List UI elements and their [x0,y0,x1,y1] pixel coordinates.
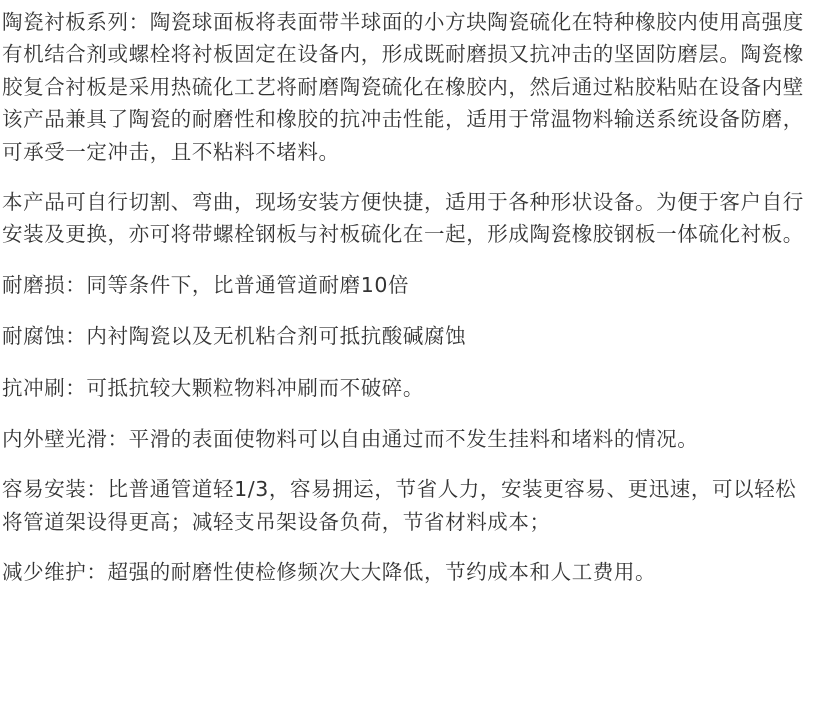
paragraph-easy-installation: 容易安装：比普通管道轻1/3，容易拥运，节省人力，安装更容易、更迅速，可以轻松将管道架设得更高；减轻支吊架设备负荷，节省材料成本； [2,477,797,534]
paragraph-wear-resistance: 耐磨损：同等条件下，比普通管道耐磨10倍 [2,272,410,297]
paragraph-erosion-resistance: 抗冲刷：可抵抗较大颗粒物料冲刷而不破碎。 [2,375,424,400]
paragraph-less-maintenance: 减少维护：超强的耐磨性使检修频次大大降低，节约成本和人工费用。 [2,560,657,585]
paragraph-corrosion-resistance: 耐腐蚀：内衬陶瓷以及无机粘合剂可抵抗酸碱腐蚀 [2,324,467,349]
document-body [2,6,814,607]
paragraph-ceramic-liner-series: 陶瓷衬板系列：陶瓷球面板将表面带半球面的小方块陶瓷硫化在特种橡胶内使用高强度有机结合剂或螺栓将衬板固定在设备内，形成既耐磨损又抗冲击的坚固防磨层。陶瓷橡胶复合衬板是采用热硫化工艺将耐磨陶瓷硫化在橡胶内，然后通过粘胶粘贴在设备内壁该产品兼具了陶瓷的耐磨性和橡胶的抗冲击性能，适用于常温物料输送系统设备防磨，可承受一定冲击，且不粘料不堵料。 [2,10,804,164]
paragraph-smooth-walls: 内外壁光滑：平滑的表面使物料可以自由通过而不发生挂料和堵料的情况。 [2,427,699,452]
paragraph-installation: 本产品可自行切割、弯曲，现场安装方便快捷，适用于各种形状设备。为便于客户自行安装及更换，亦可将带螺栓钢板与衬板硫化在一起，形成陶瓷橡胶钢板一体硫化衬板。 [2,190,804,247]
